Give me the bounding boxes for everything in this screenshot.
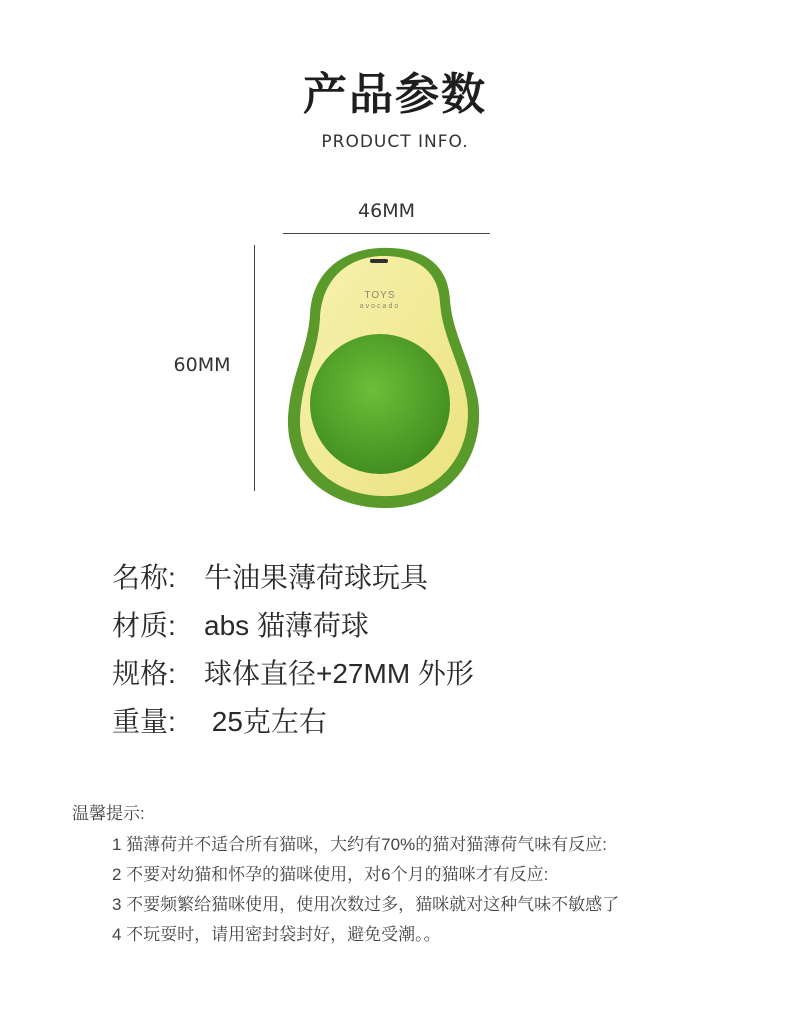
brand-top: TOYS — [364, 290, 396, 301]
height-dimension-line — [254, 245, 255, 491]
width-dimension-line — [283, 233, 490, 234]
width-dimension-label: 46MM — [358, 200, 415, 222]
page-title: 产品参数 — [303, 69, 487, 120]
tip-line: 3 不要频繁给猫咪使用，使用次数过多，猫咪就对这种气味不敏感了 — [112, 895, 620, 914]
height-dimension-label: 60MM — [173, 354, 231, 376]
spec-label: 重量: — [112, 706, 176, 737]
tip-line: 4 不玩耍时，请用密封袋封好，避免受潮。。 — [112, 925, 441, 944]
brand-bottom: avocado — [359, 303, 401, 310]
spec-row-material — [112, 606, 474, 654]
spec-value: abs 猫薄荷球 — [204, 610, 369, 641]
tip-line: 2 不要对幼猫和怀孕的猫咪使用，对6个月的猫咪才有反应: — [112, 865, 549, 884]
spec-value: 牛油果薄荷球玩具 — [204, 562, 429, 593]
hanging-slot — [370, 259, 388, 263]
catnip-ball — [310, 334, 450, 474]
spec-label: 名称: — [112, 562, 176, 593]
spec-label: 材质: — [112, 610, 176, 641]
spec-row-weight — [112, 702, 474, 750]
page-subtitle: PRODUCT INFO. — [321, 132, 469, 152]
spec-value: 25克左右 — [204, 706, 327, 737]
spec-value: 球体直径+27MM 外形 — [204, 658, 474, 689]
spec-label: 规格: — [112, 658, 176, 689]
spec-row-size — [112, 654, 474, 702]
spec-list — [112, 558, 474, 750]
tips-title: 温馨提示: — [72, 804, 145, 823]
avocado-toy-image — [280, 240, 490, 512]
spec-row-name — [112, 558, 474, 606]
tip-line: 1 猫薄荷并不适合所有猫咪，大约有70%的猫对猫薄荷气味有反应: — [112, 835, 607, 854]
tips-section — [72, 802, 619, 950]
